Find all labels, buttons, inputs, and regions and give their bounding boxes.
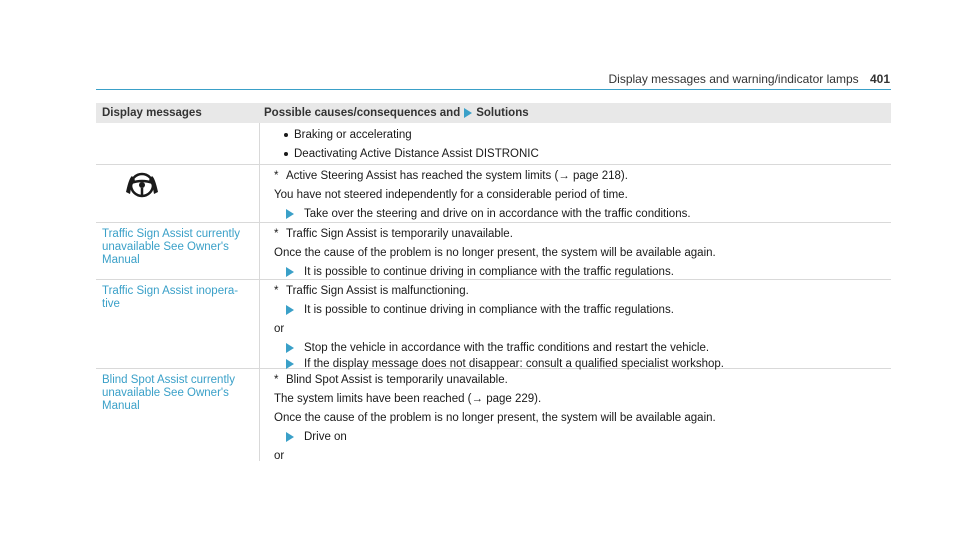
message-cell	[96, 165, 260, 222]
solution-cell: * Traffic Sign Assist is malfunctioning. It is possible to continue driving in compliance with the traffic regulations. or Stop the vehicle in accordance with the traffic conditions and restart the vehicle. If the display message does not disappear: consult a qualified specialist workshop.	[274, 285, 724, 370]
col-header-causes: Possible causes/consequences and Solutions	[264, 107, 529, 119]
table-row	[96, 123, 891, 165]
table-row	[96, 223, 891, 280]
col-header-messages: Display messages	[102, 107, 202, 119]
solution-cell: Braking or accelerating Deactivating Active Distance Assist DISTRONIC	[260, 123, 891, 164]
page-header	[609, 72, 891, 86]
steering-wheel-hands-icon	[102, 170, 182, 200]
message-cell: Traffic Sign Assist inopera-tive	[96, 280, 260, 368]
solution-cell: * Blind Spot Assist is temporarily unavailable. The system limits have been reached (→ page 229). Once the cause of the problem is no longer present, the system will be available again. Drive on or	[274, 374, 716, 462]
action-arrow-icon	[286, 267, 294, 277]
action-arrow-icon	[286, 343, 294, 353]
header-title: Display messages and warning/indicator lamps	[608, 72, 859, 86]
action-arrow-icon	[286, 432, 294, 442]
action-arrow-icon	[286, 209, 294, 219]
solution-cell: * Traffic Sign Assist is temporarily unavailable. Once the cause of the problem is no longer present, the system will be available again. It is possible to continue driving in compliance with the traffic regulations.	[274, 228, 716, 278]
page-number: 401	[869, 72, 890, 86]
action-arrow-icon	[286, 359, 294, 369]
solution-cell: * Active Steering Assist has reached the system limits (→ page 218). You have not steered independently for a considerable period of time. Take over the steering and drive on in accordance with the traffic conditions.	[274, 170, 691, 220]
bullet-icon	[284, 133, 288, 137]
bullet-icon	[284, 152, 288, 156]
arrow-icon	[464, 108, 472, 118]
message-cell: Traffic Sign Assist currently unavailable See Owner's Manual	[96, 223, 260, 279]
header-rule	[96, 89, 891, 90]
message-cell	[96, 123, 260, 164]
table-header	[96, 103, 891, 123]
action-arrow-icon	[286, 305, 294, 315]
table-row	[96, 280, 891, 369]
messages-table	[96, 103, 891, 461]
table-row	[96, 165, 891, 223]
table-row	[96, 369, 891, 461]
message-cell: Blind Spot Assist currently unavailable See Owner's Manual	[96, 369, 260, 461]
